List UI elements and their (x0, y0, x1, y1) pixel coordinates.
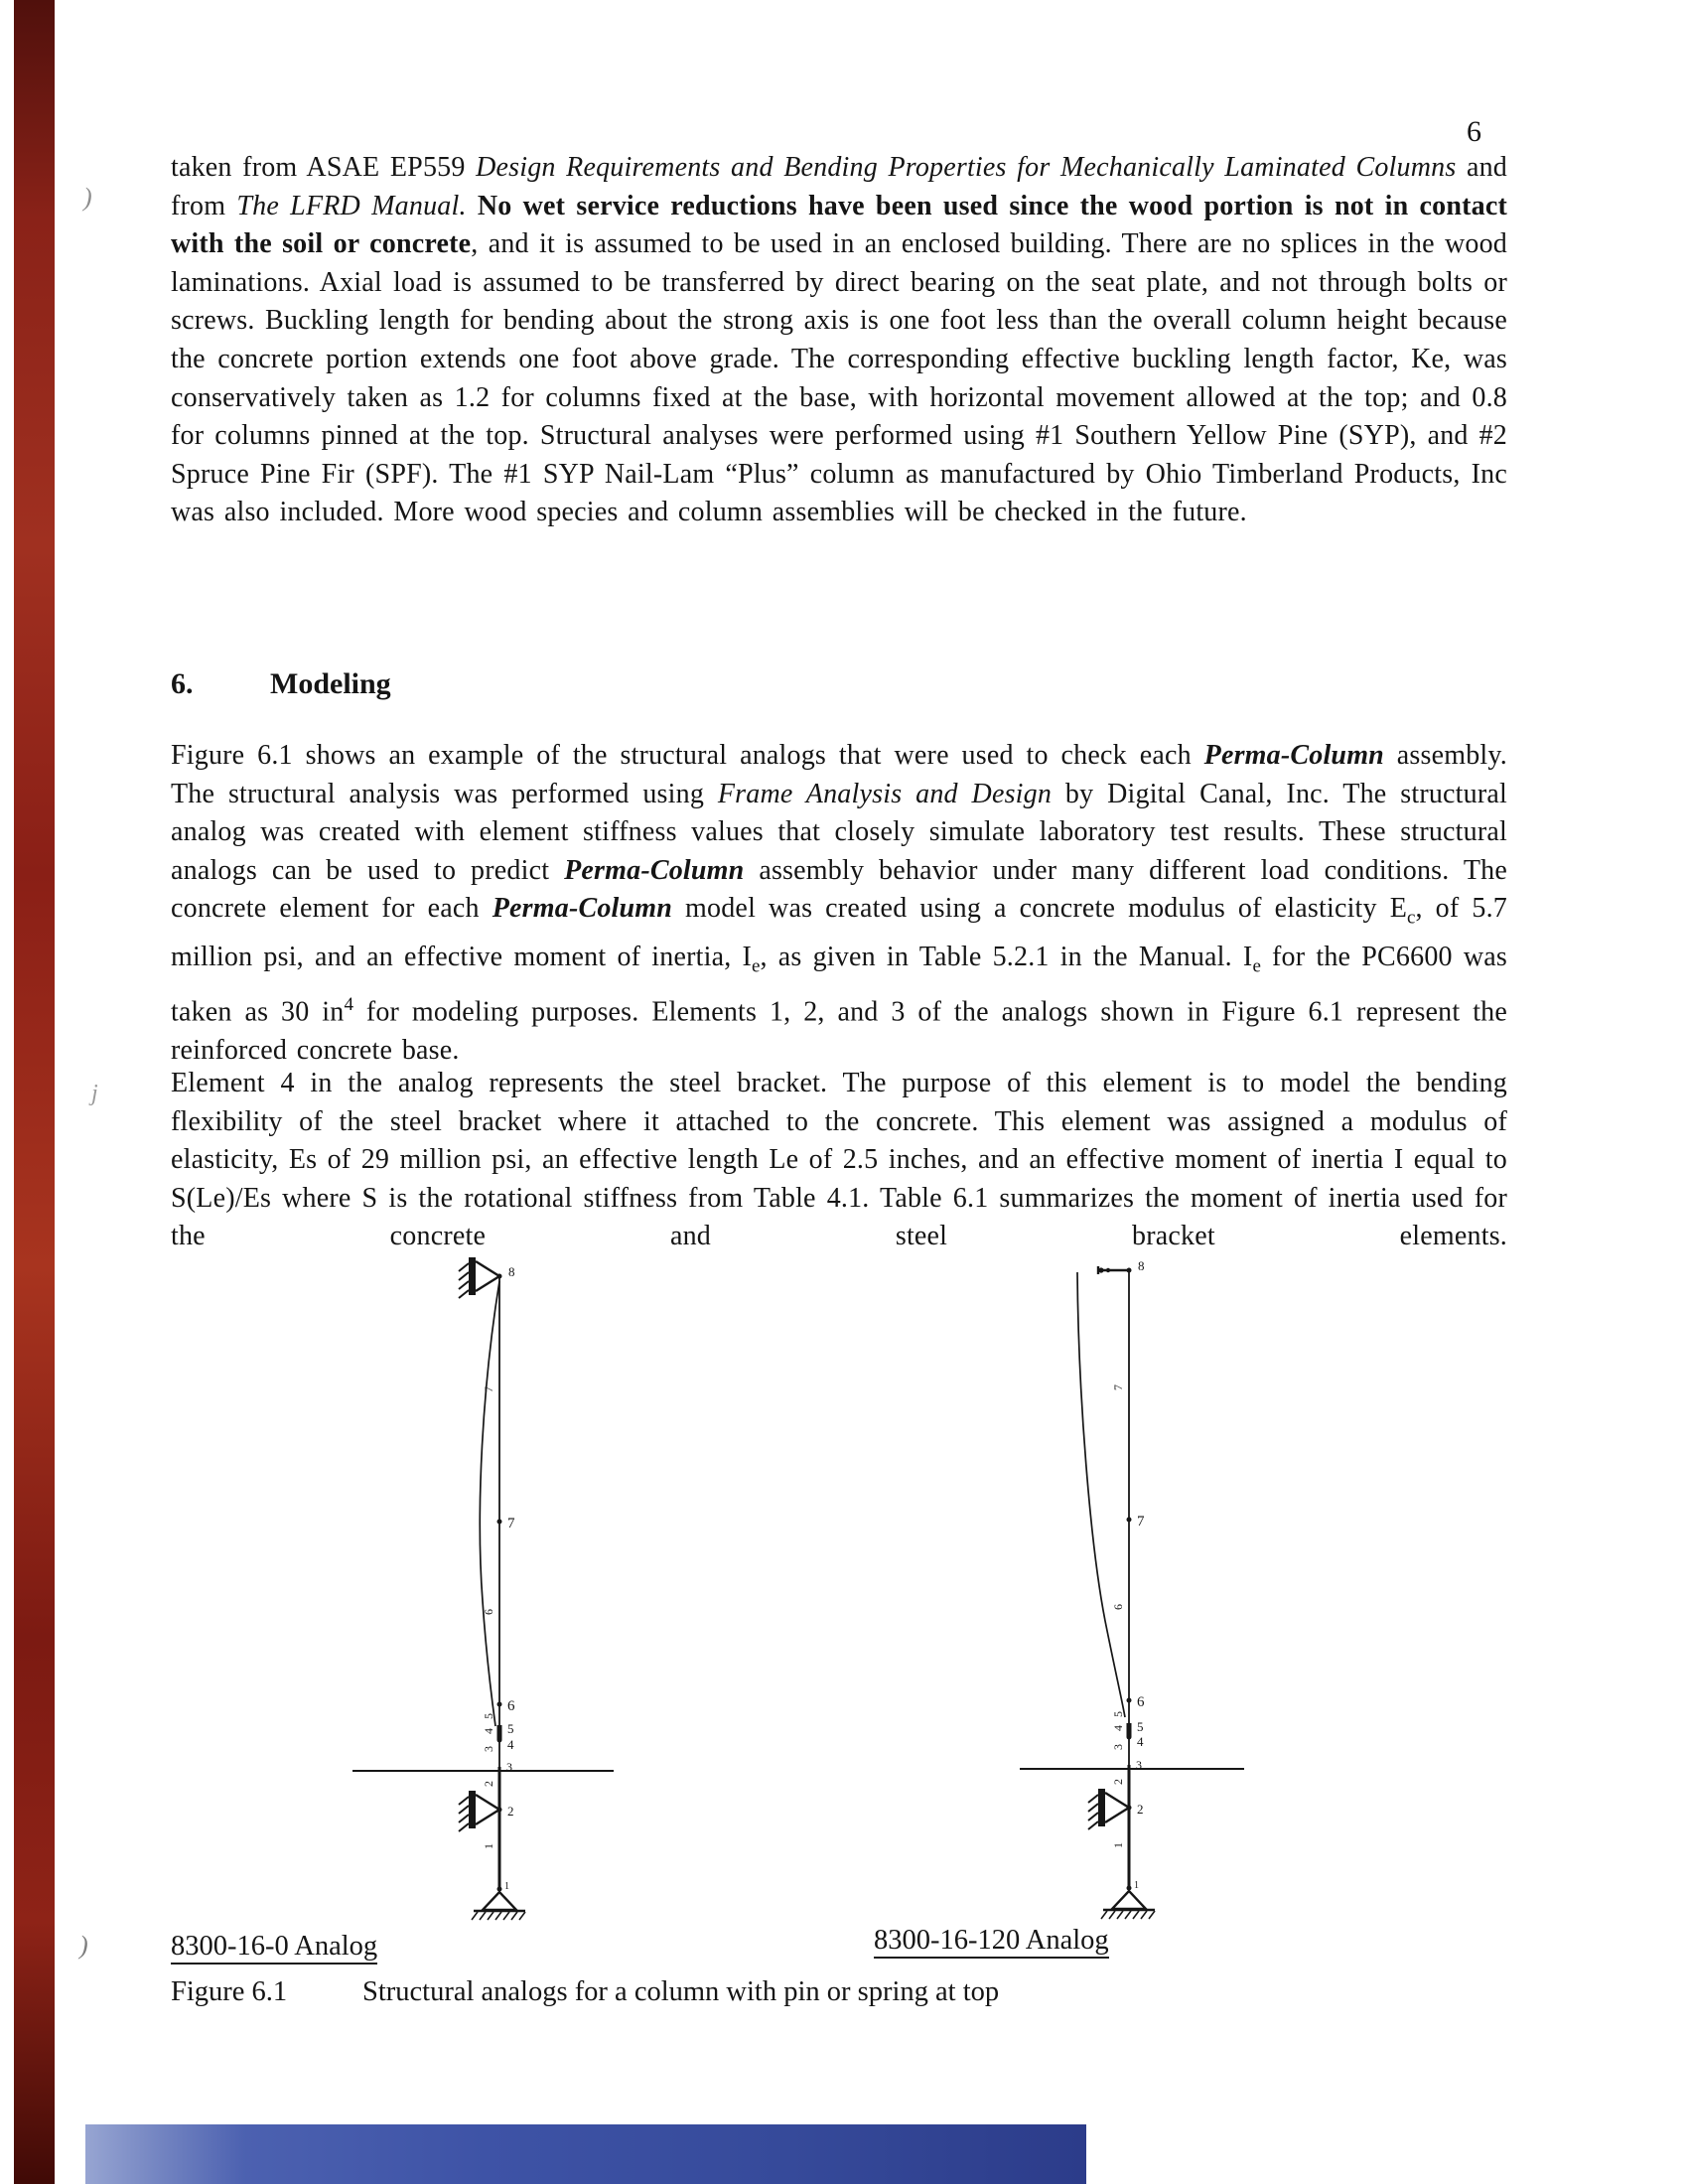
svg-text:6: 6 (507, 1698, 515, 1714)
svg-text:6: 6 (482, 1609, 495, 1615)
section-number: 6. (171, 667, 194, 700)
paragraph-intro: taken from ASAE EP559 Design Requirements and Bending Properties for Mechanically Laminated Columns and from The LFRD Manual. No wet service reductions have been used since the wood portion is not in contact with the soil or concrete, and it is assumed to be used in an enclosed building. There are no splices in the wood laminations. Axial load is assumed to be transferred by direct bearing on the seat plate, and not through bolts or screws. Buckling length for bending about the strong axis is one foot less than the overall column height because the concrete portion extends one foot above grade. The corresponding effective buckling length factor, Ke, was conservatively taken as 1.2 for columns fixed at the base, with horizontal movement allowed at the top; and 0.8 for columns pinned at the top. Structural analyses were performed using #1 Southern Yellow Pine (SYP), and #2 Spruce Pine Fir (SPF). The #1 SYP Nail-Lam “Plus” column as manufactured by Ohio Timberland Products, Inc was also included. More wood species and column assemblies will be checked in the future. (171, 152, 1508, 528)
paragraph-modeling: Figure 6.1 shows an example of the structural analogs that were used to check each Perma-Column assembly. The structural analysis was performed using Frame Analysis and Design by Digital Canal, Inc. The structural analog was created with element stiffness values that closely simulate laboratory test results. These structural analogs can be used to predict Perma-Column assembly behavior under many different load conditions. The concrete element for each Perma-Column model was created using a concrete modulus of elasticity $E_c$, of 5.7 million psi, and an effective moment of inertia, $I_e$, as given in Table 5.2.1 in the Manual. $I_e$ for the PC6600 was taken as 30 $in^4$ for modeling purposes. Elements 1, 2, and 3 of the analogs shown in Figure 6.1 represent the reinforced concrete base. (171, 740, 1507, 1066)
svg-text:3: 3 (482, 1746, 495, 1752)
svg-text:2: 2 (1137, 1802, 1144, 1817)
figure-label: Figure 6.1 (171, 1976, 288, 2007)
svg-text:3: 3 (1136, 1758, 1142, 1772)
svg-text:4: 4 (507, 1737, 514, 1752)
figure-title: Structural analogs for a column with pin or spring at top (362, 1976, 1000, 2007)
svg-text:2: 2 (507, 1804, 514, 1819)
svg-text:4: 4 (1137, 1734, 1144, 1749)
svg-text:7: 7 (507, 1516, 515, 1531)
scan-artifact-mark: j (91, 1081, 98, 1106)
svg-text:5: 5 (507, 1721, 514, 1736)
svg-text:1: 1 (482, 1843, 495, 1849)
svg-text:8: 8 (508, 1264, 515, 1279)
scan-edge-red-bar (14, 0, 55, 2184)
svg-text:7: 7 (1137, 1514, 1145, 1529)
svg-text:6: 6 (1137, 1694, 1145, 1710)
svg-text:4: 4 (482, 1728, 495, 1734)
svg-text:1: 1 (504, 1881, 509, 1892)
svg-text:2: 2 (482, 1781, 495, 1787)
svg-text:7: 7 (1111, 1384, 1125, 1390)
svg-text:5: 5 (1111, 1711, 1125, 1717)
scan-edge-blue-bar (85, 2124, 1086, 2184)
scan-artifact-mark: ) (83, 183, 92, 212)
svg-text:7: 7 (482, 1386, 495, 1392)
analog-8300-16-120 (1020, 1258, 1244, 1919)
svg-text:4: 4 (1111, 1725, 1125, 1731)
page-number: 6 (1467, 115, 1481, 148)
svg-text:3: 3 (506, 1760, 512, 1774)
paragraph-element4: Element 4 in the analog represents the steel bracket. The purpose of this element is to model the bending flexibility of the steel bracket where it attached to the concrete. This element was assigned a modulus of elasticity, Es of 29 million psi, an effective length Le of 2.5 inches, and an effective moment of inertia I equal to S(Le)/Es where S is the rotational stiffness from Table 4.1. Table 6.1 summarizes the moment of inertia used for the concrete and steel bracket elements. (171, 1068, 1507, 1252)
svg-text:2: 2 (1111, 1779, 1125, 1785)
analog-caption-left: 8300-16-0 Analog (171, 1931, 377, 1963)
svg-text:1: 1 (1134, 1880, 1139, 1891)
analog-caption-right: 8300-16-120 Analog (874, 1925, 1109, 1957)
analog-8300-16-0 (352, 1257, 614, 1920)
svg-text:5: 5 (482, 1713, 495, 1719)
section-heading (171, 667, 391, 701)
svg-text:6: 6 (1111, 1604, 1125, 1610)
svg-text:5: 5 (1137, 1719, 1144, 1734)
section-title: Modeling (270, 667, 391, 700)
svg-text:3: 3 (1111, 1744, 1125, 1750)
scan-artifact-mark: ) (79, 1931, 88, 1960)
svg-text:8: 8 (1138, 1258, 1145, 1273)
svg-text:1: 1 (1111, 1842, 1125, 1848)
figure-caption (171, 1976, 999, 2008)
